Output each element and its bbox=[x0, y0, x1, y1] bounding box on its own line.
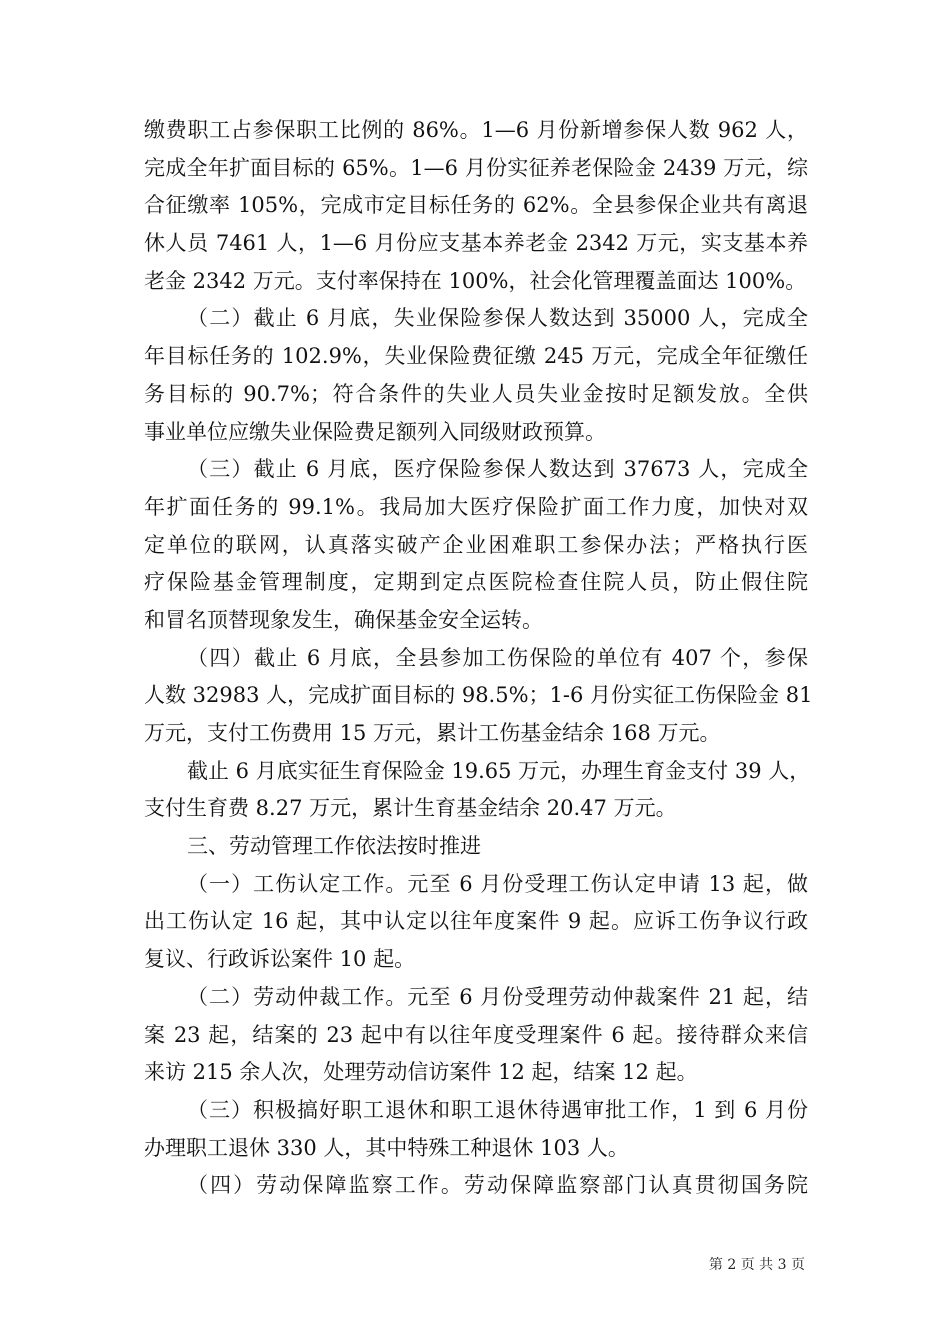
text-line: 案 23 起，结案的 23 起中有以往年度受理案件 6 起。接待群众来信 bbox=[144, 1022, 808, 1047]
paragraph-start-line: （二）截止 6 月底，失业保险参保人数达到 35000 人，完成全 bbox=[187, 306, 808, 331]
text-line: 和冒名顶替现象发生，确保基金安全运转。 bbox=[144, 607, 543, 632]
text-line: 疗保险基金管理制度，定期到定点医院检查住院人员，防止假住院 bbox=[144, 570, 808, 595]
text-line: 人数 32983 人，完成扩面目标的 98.5%；1-6 月份实征工伤保险金 81 bbox=[144, 683, 813, 708]
text-line: 定单位的联网，认真落实破产企业困难职工参保办法；严格执行医 bbox=[144, 532, 808, 557]
text-line: 万元，支付工伤费用 15 万元，累计工伤基金结余 168 万元。 bbox=[144, 721, 721, 745]
text-line: 事业单位应缴失业保险费足额列入同级财政预算。 bbox=[144, 419, 606, 444]
text-line: 务目标的 90.7%；符合条件的失业人员失业金按时足额发放。全供 bbox=[144, 381, 808, 406]
text-line: 老金 2342 万元。支付率保持在 100%，社会化管理覆盖面达 100%。 bbox=[144, 268, 807, 293]
text-line: 出工伤认定 16 起，其中认定以往年度案件 9 起。应诉工伤争议行政 bbox=[144, 909, 808, 934]
text-line: 办理职工退休 330 人，其中特殊工种退休 103 人。 bbox=[144, 1135, 629, 1160]
paragraph-start-line: 截止 6 月底实征生育保险金 19.65 万元，办理生育金支付 39 人， bbox=[187, 758, 811, 783]
text-line: 来访 215 余人次，处理劳动信访案件 12 起，结案 12 起。 bbox=[144, 1060, 698, 1085]
page-number: 第 2 页 共 3 页 bbox=[708, 1257, 805, 1273]
text-line: 休人员 7461 人，1—6 月份应支基本养老金 2342 万元，实支基本养 bbox=[144, 231, 808, 256]
text-line: 完成全年扩面目标的 65%。1—6 月份实征养老保险金 2439 万元，综 bbox=[144, 155, 808, 180]
paragraph-start-line: （四）截止 6 月底，全县参加工伤保险的单位有 407 个，参保 bbox=[187, 645, 808, 670]
paragraph-start-line: （三）截止 6 月底，医疗保险参保人数达到 37673 人，完成全 bbox=[187, 457, 808, 482]
document-body bbox=[144, 112, 813, 1205]
text-line: 年目标任务的 102.9%，失业保险费征缴 245 万元，完成全年征缴任 bbox=[144, 344, 808, 369]
text-line: 缴费职工占参保职工比例的 86%。1—6 月份新增参保人数 962 人， bbox=[144, 118, 808, 142]
text-line: 支付生育费 8.27 万元，累计生育基金结余 20.47 万元。 bbox=[144, 796, 677, 821]
paragraph-start-line: （三）积极搞好职工退休和职工退休待遇审批工作，1 到 6 月份 bbox=[187, 1097, 808, 1122]
text-line: 合征缴率 105%，完成市定目标任务的 62%。全县参保企业共有离退 bbox=[144, 193, 808, 218]
text-line: 年扩面任务的 99.1%。我局加大医疗保险扩面工作力度，加快对双 bbox=[144, 494, 808, 519]
paragraph-start-line: （二）劳动仲裁工作。元至 6 月份受理劳动仲裁案件 21 起，结 bbox=[187, 984, 808, 1009]
section-heading: 三、劳动管理工作依法按时推进 bbox=[187, 834, 481, 859]
paragraph-start-line: （四）劳动保障监察工作。劳动保障监察部门认真贯彻国务院 bbox=[187, 1173, 808, 1198]
paragraph-start-line: （一）工伤认定工作。元至 6 月份受理工伤认定申请 13 起，做 bbox=[187, 871, 808, 896]
text-line: 复议、行政诉讼案件 10 起。 bbox=[144, 947, 416, 972]
